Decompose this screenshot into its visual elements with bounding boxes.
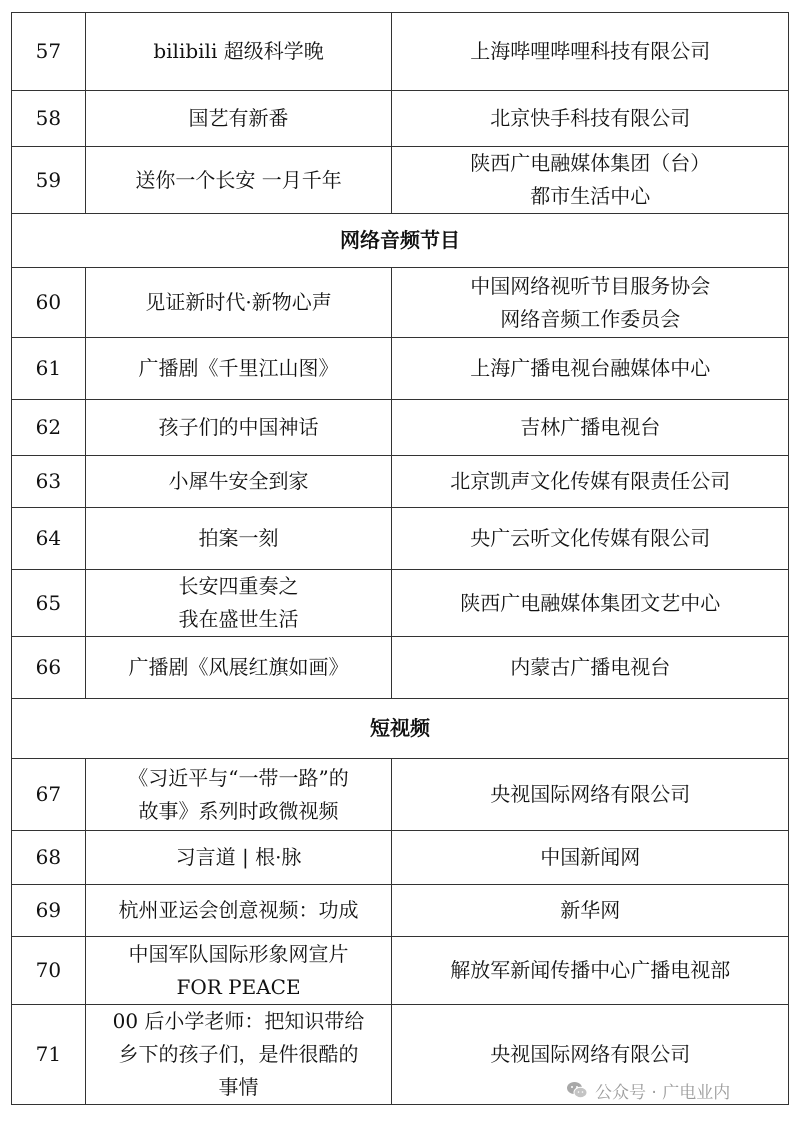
program-name-cell xyxy=(85,831,392,885)
organization-name: 网络音频工作委员会 xyxy=(500,306,681,331)
row-number: 60 xyxy=(12,268,86,338)
program-name-cell xyxy=(85,937,392,1005)
program-name-cell xyxy=(85,570,392,637)
program-name-cell xyxy=(85,1005,392,1105)
wechat-icon xyxy=(565,1078,589,1102)
program-name: 习言道 | 根·脉 xyxy=(175,845,302,869)
program-name-cell xyxy=(85,508,392,570)
organization-cell xyxy=(392,937,789,1005)
organization-name: 吉林广播电视台 xyxy=(520,415,661,439)
row-number: 64 xyxy=(12,508,86,570)
organization-cell xyxy=(392,456,789,508)
organization-name: 陕西广电融媒体集团文艺中心 xyxy=(460,590,721,615)
organization-cell xyxy=(392,759,789,831)
organization-cell xyxy=(392,885,789,937)
table-body xyxy=(12,13,789,1105)
organization-name: 解放军新闻传播中心广播电视部 xyxy=(450,958,731,982)
organization-name: 都市生活中心 xyxy=(530,184,651,208)
organization-name: 中国网络视听节目服务协会 xyxy=(470,273,711,298)
table-row xyxy=(12,338,789,400)
program-name-cell xyxy=(85,338,392,400)
organization-name: 中国新闻网 xyxy=(540,845,641,869)
row-number: 71 xyxy=(12,1005,86,1105)
row-number: 69 xyxy=(12,885,86,937)
row-number: 62 xyxy=(12,400,86,456)
organization-cell xyxy=(392,13,789,91)
program-name-cell xyxy=(85,637,392,699)
section-header-row xyxy=(12,699,789,759)
program-name: 乡下的孩子们，是件很酷的 xyxy=(118,1042,359,1066)
row-number: 58 xyxy=(12,91,86,147)
program-name: 杭州亚运会创意视频：功成 xyxy=(118,898,359,922)
organization-name: 上海哔哩哔哩科技有限公司 xyxy=(470,39,711,63)
section-title: 网络音频节目 xyxy=(12,214,789,268)
organization-cell xyxy=(392,508,789,570)
program-name-cell xyxy=(85,456,392,508)
program-name-cell xyxy=(85,268,392,338)
organization-cell xyxy=(392,147,789,214)
row-number: 65 xyxy=(12,570,86,637)
organization-cell xyxy=(392,570,789,637)
program-name: 长安四重奏之 xyxy=(178,574,299,598)
program-name: 拍案一刻 xyxy=(198,526,279,550)
table-row xyxy=(12,147,789,214)
row-number: 66 xyxy=(12,637,86,699)
watermark xyxy=(565,1076,730,1104)
organization-cell xyxy=(392,637,789,699)
row-number: 59 xyxy=(12,147,86,214)
program-name: bilibili 超级科学晚 xyxy=(153,39,324,63)
organization-cell xyxy=(392,91,789,147)
table-row xyxy=(12,13,789,91)
table-row xyxy=(12,400,789,456)
table-row xyxy=(12,91,789,147)
organization-name: 北京凯声文化传媒有限责任公司 xyxy=(450,469,731,493)
program-name-cell xyxy=(85,13,392,91)
program-name: 故事》系列时政微视频 xyxy=(138,798,339,823)
organization-name: 上海广播电视台融媒体中心 xyxy=(470,356,711,380)
program-name: 广播剧《风展红旗如画》 xyxy=(128,655,349,679)
organization-name: 陕西广电融媒体集团（台） xyxy=(470,151,711,175)
section-header-row xyxy=(12,214,789,268)
program-name: 送你一个长安 一月千年 xyxy=(135,167,342,192)
table-row xyxy=(12,937,789,1005)
program-name-cell xyxy=(85,885,392,937)
program-name: 国艺有新番 xyxy=(188,106,289,130)
program-name: 广播剧《千里江山图》 xyxy=(138,356,339,380)
program-name: 00 后小学老师：把知识带给 xyxy=(112,1009,365,1033)
organization-name: 央视国际网络有限公司 xyxy=(490,782,691,806)
watermark-text: 公众号 · 广电业内 xyxy=(595,1082,731,1103)
organization-cell xyxy=(392,831,789,885)
award-table xyxy=(11,12,789,1105)
row-number: 70 xyxy=(12,937,86,1005)
program-name: 见证新时代·新物心声 xyxy=(145,290,332,314)
organization-cell xyxy=(392,268,789,338)
program-name: 《习近平与“一带一路”的 xyxy=(128,765,349,790)
row-number: 67 xyxy=(12,759,86,831)
program-name: FOR PEACE xyxy=(176,974,301,999)
table-row xyxy=(12,637,789,699)
organization-cell xyxy=(392,338,789,400)
table-row xyxy=(12,831,789,885)
row-number: 61 xyxy=(12,338,86,400)
program-name: 小犀牛安全到家 xyxy=(168,469,309,493)
table-row xyxy=(12,508,789,570)
organization-name: 北京快手科技有限公司 xyxy=(490,106,691,130)
row-number: 68 xyxy=(12,831,86,885)
table-row xyxy=(12,570,789,637)
organization-cell xyxy=(392,400,789,456)
program-name: 中国军队国际形象网宣片 xyxy=(128,941,349,966)
program-name: 孩子们的中国神话 xyxy=(158,415,319,439)
table-row xyxy=(12,759,789,831)
program-name: 事情 xyxy=(218,1075,259,1099)
organization-name: 新华网 xyxy=(560,898,621,922)
organization-name: 央视国际网络有限公司 xyxy=(490,1042,691,1066)
program-name-cell xyxy=(85,400,392,456)
program-name-cell xyxy=(85,91,392,147)
row-number: 63 xyxy=(12,456,86,508)
section-title: 短视频 xyxy=(12,699,789,759)
organization-name: 央广云听文化传媒有限公司 xyxy=(470,526,711,550)
table-row xyxy=(12,456,789,508)
row-number: 57 xyxy=(12,13,86,91)
program-name: 我在盛世生活 xyxy=(178,607,299,631)
program-name-cell xyxy=(85,147,392,214)
table-row xyxy=(12,268,789,338)
organization-name: 内蒙古广播电视台 xyxy=(510,655,671,679)
program-name-cell xyxy=(85,759,392,831)
table-row xyxy=(12,885,789,937)
